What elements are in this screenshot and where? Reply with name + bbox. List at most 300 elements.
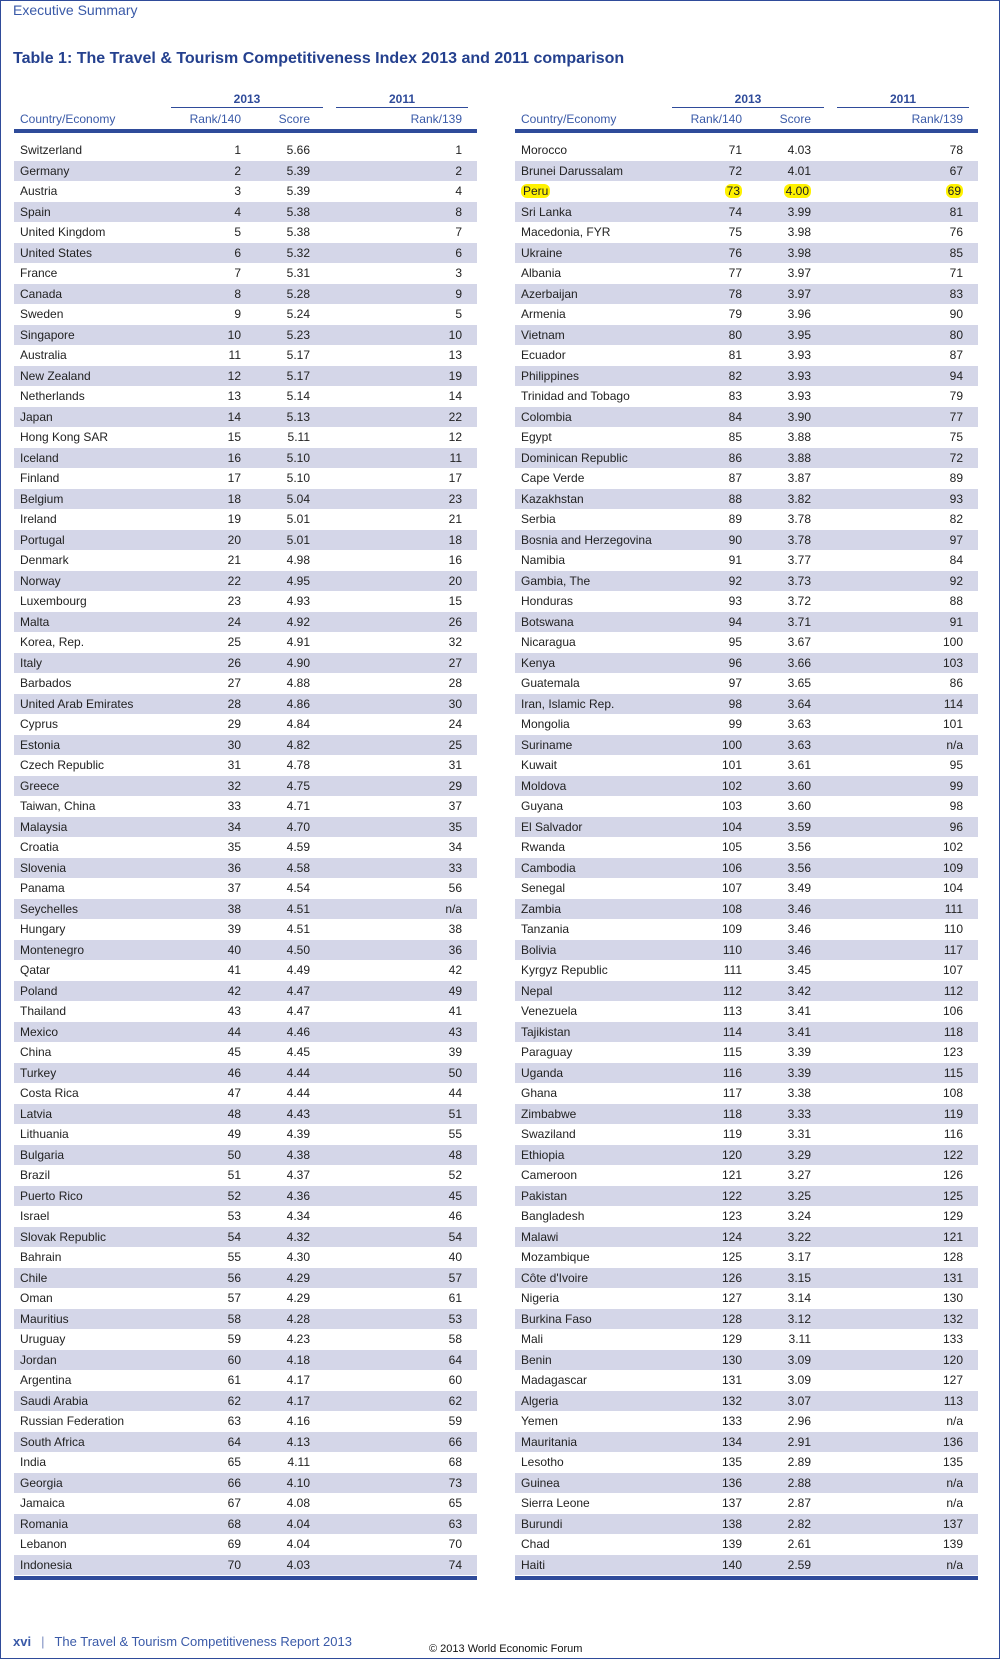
table-row <box>14 776 477 797</box>
rank-2011-cell <box>837 943 963 957</box>
country-cell-text: Lithuania <box>20 1127 69 1141</box>
score-2013-cell-text: 4.47 <box>286 1004 310 1018</box>
score-2013-cell <box>755 1066 811 1080</box>
country-cell-text: Jordan <box>20 1352 57 1367</box>
country-cell <box>20 1537 67 1551</box>
score-2013-cell-text: 3.78 <box>787 512 811 526</box>
rank-2013-cell <box>675 1127 742 1141</box>
rank-2013-cell-text: 71 <box>728 143 742 157</box>
rank-2013-cell <box>174 328 241 342</box>
country-cell <box>20 389 85 403</box>
score-2013-cell-text: 4.70 <box>286 819 310 834</box>
country-cell <box>20 164 69 178</box>
score-2013-cell <box>254 1004 310 1018</box>
country-cell-text: Ecuador <box>521 348 566 362</box>
rank-2013-cell-text: 51 <box>227 1168 241 1182</box>
rank-2013-cell <box>675 1045 742 1059</box>
rank-2011-cell-text: 25 <box>448 737 462 752</box>
table-row <box>14 653 477 674</box>
country-cell <box>521 1435 577 1449</box>
score-2013-cell <box>254 861 310 875</box>
score-2013-cell-text: 4.43 <box>286 1106 310 1121</box>
country-cell-text: Slovenia <box>20 860 67 875</box>
rank-2011-cell-text: 10 <box>448 327 462 342</box>
score-2013-cell-text: 3.27 <box>787 1168 811 1182</box>
rank-2011-cell-text: 7 <box>455 225 462 239</box>
rank-2011-cell-text: 30 <box>448 696 462 711</box>
rank-2013-cell <box>675 1435 742 1449</box>
rank-2013-cell-text: 68 <box>227 1516 241 1531</box>
table-row <box>14 243 477 264</box>
score-2013-cell <box>254 492 310 506</box>
country-cell <box>521 1537 550 1551</box>
rank-2013-cell-text: 11 <box>228 348 241 362</box>
rank-2011-cell-text: 61 <box>448 1291 462 1305</box>
country-column-header: Country/Economy <box>20 112 116 126</box>
page-number: xvi <box>13 1634 32 1649</box>
country-cell <box>20 779 59 793</box>
score-2013-cell <box>254 1558 310 1572</box>
rank-2011-cell-text: 8 <box>455 204 462 219</box>
country-cell-text: Czech Republic <box>20 758 105 772</box>
rank-2013-cell <box>174 1291 241 1305</box>
score-2013-cell <box>755 1517 811 1531</box>
score-2013-cell-text: 4.54 <box>286 881 310 895</box>
rank-2011-cell <box>837 1066 963 1080</box>
rank-2011-cell-text: 9 <box>455 286 462 301</box>
table-row <box>14 1514 477 1535</box>
rank-2013-cell-text: 77 <box>728 266 742 280</box>
rank-2013-cell-text: 61 <box>227 1373 241 1387</box>
rank-2011-cell <box>336 1107 462 1121</box>
rank-2011-cell-text: 130 <box>942 1291 963 1305</box>
score-2013-cell-text: 2.91 <box>787 1434 811 1449</box>
score-2013-cell <box>755 1250 811 1264</box>
score-2013-cell <box>755 656 811 670</box>
rank-2011-cell <box>336 389 462 403</box>
country-cell-text: Cape Verde <box>521 471 585 485</box>
country-cell <box>20 266 57 280</box>
rank-2011-cell-text: 69 <box>947 184 961 198</box>
score-2013-cell-text: 3.97 <box>787 266 811 280</box>
rank-2011-cell <box>336 1291 462 1305</box>
rank-2011-cell <box>837 963 963 977</box>
rank-2011-cell <box>336 1476 462 1490</box>
country-cell-text: Rwanda <box>521 840 566 854</box>
rank-2013-cell-text: 84 <box>728 409 742 424</box>
rank-2011-cell <box>336 1332 462 1346</box>
rank-2011-cell-text: 38 <box>448 922 462 936</box>
country-cell-text: Costa Rica <box>20 1086 79 1100</box>
score-2013-cell-text: 4.04 <box>286 1516 310 1531</box>
table-row <box>515 1063 978 1084</box>
score-2013-cell <box>254 1066 310 1080</box>
country-cell-text: Bahrain <box>20 1250 62 1264</box>
rank-2011-cell-text: 139 <box>942 1537 963 1551</box>
table-row <box>515 1350 978 1371</box>
rank-2013-cell-text: 79 <box>728 307 742 321</box>
rank-2013-cell <box>675 287 742 301</box>
rank-2011-cell-text: 12 <box>448 430 462 444</box>
score-2013-cell <box>755 779 811 793</box>
country-cell <box>521 1353 552 1367</box>
rank-2011-cell-text: 54 <box>448 1229 462 1244</box>
country-cell <box>20 1394 88 1408</box>
rank-2011-cell-text: 52 <box>448 1168 462 1182</box>
score-2013-cell <box>254 1332 310 1346</box>
score-2013-cell-text: 3.93 <box>787 348 811 362</box>
rank-2013-cell <box>675 1107 742 1121</box>
country-cell <box>20 799 95 813</box>
country-cell-text: Moldova <box>521 778 567 793</box>
score-2013-cell <box>254 1373 310 1387</box>
rank-2011-cell-text: 62 <box>448 1393 462 1408</box>
table-row <box>14 509 477 530</box>
score-2013-cell-text: 2.89 <box>787 1455 811 1469</box>
country-cell <box>521 820 582 834</box>
score-2013-cell-text: 4.11 <box>287 1455 310 1469</box>
score-2013-cell <box>755 820 811 834</box>
table-row <box>515 181 978 202</box>
rank-2011-cell <box>336 1148 462 1162</box>
rank-2011-cell <box>336 553 462 567</box>
score-2013-cell-text: 3.39 <box>787 1045 811 1059</box>
score-2013-cell <box>254 820 310 834</box>
score-2013-cell-text: 5.31 <box>286 266 310 280</box>
score-2013-cell <box>755 984 811 998</box>
rank-2013-cell-text: 128 <box>721 1311 742 1326</box>
rank-2011-cell <box>837 184 963 198</box>
country-cell <box>20 1332 65 1346</box>
score-2013-cell <box>254 1045 310 1059</box>
rank-2013-cell-text: 59 <box>227 1332 241 1346</box>
rank-2013-cell-text: 42 <box>227 983 241 998</box>
rank-2011-cell <box>837 1517 963 1531</box>
score-2013-cell <box>755 1291 811 1305</box>
score-2013-cell <box>254 922 310 936</box>
country-cell <box>20 1209 49 1223</box>
rank-2011-cell-text: 67 <box>949 163 963 178</box>
table-row <box>515 714 978 735</box>
rank-2011-cell <box>336 348 462 362</box>
table-row <box>515 735 978 756</box>
rank-2011-cell-text: 113 <box>943 1393 963 1408</box>
rank-2013-cell <box>675 410 742 424</box>
rank-2011-cell-text: 121 <box>942 1229 963 1244</box>
rank-2013-cell <box>675 1312 742 1326</box>
score-2013-cell <box>254 1086 310 1100</box>
rank-2011-cell <box>336 266 462 280</box>
score-2013-cell-text: 3.87 <box>787 471 811 485</box>
rank-2013-cell <box>675 1394 742 1408</box>
score-2013-cell-text: 4.88 <box>286 676 310 690</box>
country-cell-text: Dominican Republic <box>521 450 628 465</box>
rank-2013-cell <box>174 553 241 567</box>
rank-2011-cell <box>336 820 462 834</box>
rank-2013-cell-text: 108 <box>721 901 742 916</box>
country-cell <box>20 410 53 424</box>
score-2013-cell <box>254 1168 310 1182</box>
score-2013-cell-text: 4.37 <box>286 1168 310 1182</box>
table-row <box>515 284 978 305</box>
rank-2013-cell-text: 123 <box>721 1209 742 1223</box>
rank-2011-cell-text: 110 <box>943 922 963 936</box>
country-cell-text: Mauritius <box>20 1311 69 1326</box>
table-row <box>14 632 477 653</box>
rank-2013-cell <box>675 779 742 793</box>
score-2013-cell-text: 4.75 <box>286 778 310 793</box>
country-cell <box>20 1496 65 1510</box>
table-row <box>14 1165 477 1186</box>
score-2013-cell <box>254 533 310 547</box>
score-2013-cell <box>755 512 811 526</box>
score-2013-cell <box>254 1148 310 1162</box>
rank-2011-cell-text: 94 <box>949 368 963 383</box>
country-cell-text: Kyrgyz Republic <box>521 963 608 977</box>
country-cell-text: Russian Federation <box>20 1414 125 1428</box>
rank-2011-cell <box>837 984 963 998</box>
rank-2011-cell <box>336 1086 462 1100</box>
score-2013-cell <box>254 984 310 998</box>
score-2013-column-header: Score <box>779 112 811 126</box>
country-cell-text: Uruguay <box>20 1332 66 1346</box>
rank-2011-cell <box>837 1291 963 1305</box>
country-cell <box>521 164 623 178</box>
rank-2011-cell <box>336 1250 462 1264</box>
table-row <box>515 448 978 469</box>
country-cell <box>521 676 580 690</box>
country-cell-text: Ghana <box>521 1086 558 1100</box>
score-2013-cell-text: 3.78 <box>787 532 811 547</box>
table-row <box>14 1370 477 1391</box>
rank-2011-cell <box>336 717 462 731</box>
country-cell <box>20 1086 79 1100</box>
score-2013-cell-text: 3.17 <box>787 1250 811 1264</box>
table-row <box>515 366 978 387</box>
country-cell-text: Bolivia <box>521 942 557 957</box>
country-cell-text: Suriname <box>521 737 573 752</box>
country-cell-text: United Arab Emirates <box>20 696 134 711</box>
rank-2013-cell-text: 92 <box>728 573 742 588</box>
score-2013-cell <box>254 1353 310 1367</box>
rank-2011-cell-text: 117 <box>943 942 963 957</box>
rank-2011-cell-text: 81 <box>949 204 963 219</box>
country-cell-text: United States <box>20 245 93 260</box>
rank-2013-cell-text: 126 <box>721 1270 742 1285</box>
rank-2013-cell-text: 18 <box>227 491 241 506</box>
rank-2013-cell-text: 16 <box>227 450 241 465</box>
score-2013-cell-text: 3.72 <box>787 594 811 608</box>
score-2013-cell-text: 4.16 <box>286 1414 310 1428</box>
rank-2011-cell-text: 78 <box>949 143 963 157</box>
rank-2013-cell <box>675 1558 742 1572</box>
country-cell <box>20 369 91 383</box>
country-cell-text: Botswana <box>521 614 574 629</box>
country-cell-text: Denmark <box>20 553 69 567</box>
rank-2011-cell-text: 80 <box>949 327 963 342</box>
score-2013-cell <box>755 1414 811 1428</box>
rank-2013-cell-text: 69 <box>227 1537 241 1551</box>
table-row <box>515 243 978 264</box>
rank-2013-cell <box>675 143 742 157</box>
rank-2013-cell <box>174 1558 241 1572</box>
rank-2013-cell-text: 107 <box>721 881 742 895</box>
rank-2011-cell <box>837 574 963 588</box>
score-2013-cell <box>755 1373 811 1387</box>
rank-2013-cell <box>675 369 742 383</box>
table-row <box>515 1083 978 1104</box>
rank-2013-cell-text: 39 <box>227 922 241 936</box>
score-2013-cell <box>755 246 811 260</box>
rank-2011-cell-text: 59 <box>448 1414 462 1428</box>
score-2013-cell-text: 4.18 <box>286 1352 310 1367</box>
score-2013-cell-text: 5.10 <box>286 450 310 465</box>
rank-2013-cell <box>174 820 241 834</box>
score-2013-cell <box>755 697 811 711</box>
table-row <box>14 940 477 961</box>
country-cell <box>521 840 565 854</box>
score-2013-cell <box>755 1476 811 1490</box>
rank-2013-cell-text: 125 <box>721 1250 742 1264</box>
table-row <box>515 1247 978 1268</box>
country-cell <box>521 471 584 485</box>
country-cell-text: Hungary <box>20 922 66 936</box>
table-row <box>14 612 477 633</box>
rank-2013-cell <box>174 799 241 813</box>
score-2013-cell <box>254 1025 310 1039</box>
country-cell-text: Korea, Rep. <box>20 635 85 649</box>
rank-2011-cell-text: 104 <box>942 881 963 895</box>
country-cell <box>20 717 58 731</box>
rank-2013-cell <box>675 307 742 321</box>
table-row <box>515 1186 978 1207</box>
country-cell-text: Turkey <box>20 1065 57 1080</box>
score-2013-cell <box>254 1435 310 1449</box>
rank-2011-cell <box>837 1353 963 1367</box>
score-2013-cell <box>755 758 811 772</box>
table-row <box>515 960 978 981</box>
score-2013-cell <box>254 799 310 813</box>
rank-2013-cell <box>174 984 241 998</box>
country-cell-text: Gambia, The <box>521 573 591 588</box>
rank-2011-cell-text: 88 <box>949 594 963 608</box>
year-header-row <box>515 90 978 108</box>
score-2013-cell <box>254 205 310 219</box>
rank-2011-cell <box>336 1394 462 1408</box>
country-cell-text: Malawi <box>521 1229 559 1244</box>
rank-2011-cell-text: 70 <box>448 1537 462 1551</box>
score-2013-cell-text: 4.51 <box>286 901 310 916</box>
rank-2013-cell-text: 47 <box>227 1086 241 1100</box>
country-cell-text: South Africa <box>20 1434 85 1449</box>
score-2013-cell <box>254 266 310 280</box>
column-header-row <box>14 108 477 133</box>
rank-2013-cell-text: 90 <box>728 532 742 547</box>
country-cell <box>20 451 59 465</box>
country-cell <box>20 635 84 649</box>
country-cell <box>521 799 563 813</box>
rank-2011-cell <box>837 1414 963 1428</box>
rank-2013-cell <box>174 1004 241 1018</box>
score-2013-cell <box>254 1271 310 1285</box>
rank-2011-cell <box>837 389 963 403</box>
country-cell-text: Lesotho <box>521 1455 564 1469</box>
score-2013-cell <box>755 1127 811 1141</box>
rank-2013-cell-text: 106 <box>721 860 742 875</box>
rank-2011-cell <box>837 861 963 875</box>
score-2013-cell-text: 4.38 <box>286 1147 310 1162</box>
country-cell <box>521 389 630 403</box>
rank-2011-cell-text: 82 <box>949 512 963 526</box>
rank-2013-cell-text: 139 <box>721 1537 742 1551</box>
score-2013-cell <box>755 1230 811 1244</box>
rank-2011-cell <box>837 553 963 567</box>
country-cell <box>20 943 84 957</box>
table-row <box>515 940 978 961</box>
table-row <box>14 1329 477 1350</box>
country-cell-text: Iceland <box>20 450 59 465</box>
country-cell-text: Thailand <box>20 1004 67 1018</box>
score-2013-cell <box>254 451 310 465</box>
country-cell <box>521 430 552 444</box>
score-2013-cell <box>254 143 310 157</box>
score-2013-cell <box>755 1045 811 1059</box>
rank-2013-cell <box>675 430 742 444</box>
year-2011-header: 2011 <box>889 92 917 106</box>
country-cell <box>20 143 82 157</box>
rank-2013-cell-text: 4 <box>234 204 241 219</box>
rank-2013-cell <box>174 1455 241 1469</box>
country-cell-text: Ireland <box>20 512 57 526</box>
score-2013-cell-text: 3.56 <box>787 840 811 854</box>
rank-2013-cell-text: 95 <box>728 635 742 649</box>
rank-2011-cell <box>336 943 462 957</box>
rank-2013-cell-text: 6 <box>234 245 241 260</box>
rank-2013-cell-text: 10 <box>227 327 241 342</box>
country-cell <box>521 369 579 383</box>
score-2013-cell-text: 3.33 <box>787 1106 811 1121</box>
rank-2011-cell-text: 128 <box>942 1250 963 1264</box>
rank-2013-cell-text: 30 <box>227 737 241 752</box>
rank-2013-cell-text: 99 <box>728 717 742 731</box>
score-2013-cell-text: 5.32 <box>286 245 310 260</box>
country-cell-text: Hong Kong SAR <box>20 430 109 444</box>
rank-2011-cell <box>837 1189 963 1203</box>
rank-2013-cell <box>174 225 241 239</box>
table-row <box>14 1309 477 1330</box>
table-row <box>14 919 477 940</box>
score-2013-cell <box>254 656 310 670</box>
rank-2011-cell-text: 15 <box>448 594 462 608</box>
rank-2011-cell <box>336 779 462 793</box>
rank-2011-cell-text: 31 <box>448 758 462 772</box>
score-2013-cell-text: 3.31 <box>787 1127 811 1141</box>
rank-2011-cell-text: 87 <box>949 348 963 362</box>
rank-2013-cell <box>675 451 742 465</box>
country-cell-text: Colombia <box>521 409 572 424</box>
country-cell <box>20 1045 51 1059</box>
rank-2013-cell <box>174 1496 241 1510</box>
rank-2013-cell-text: 22 <box>227 573 241 588</box>
score-2013-cell-text: 3.59 <box>787 819 811 834</box>
country-cell <box>20 471 59 485</box>
rank-2011-cell <box>336 758 462 772</box>
rank-2013-cell <box>174 963 241 977</box>
table-row <box>14 1247 477 1268</box>
rank-2013-cell <box>174 143 241 157</box>
score-2013-cell <box>755 1455 811 1469</box>
score-2013-cell-text: 2.96 <box>787 1414 811 1428</box>
